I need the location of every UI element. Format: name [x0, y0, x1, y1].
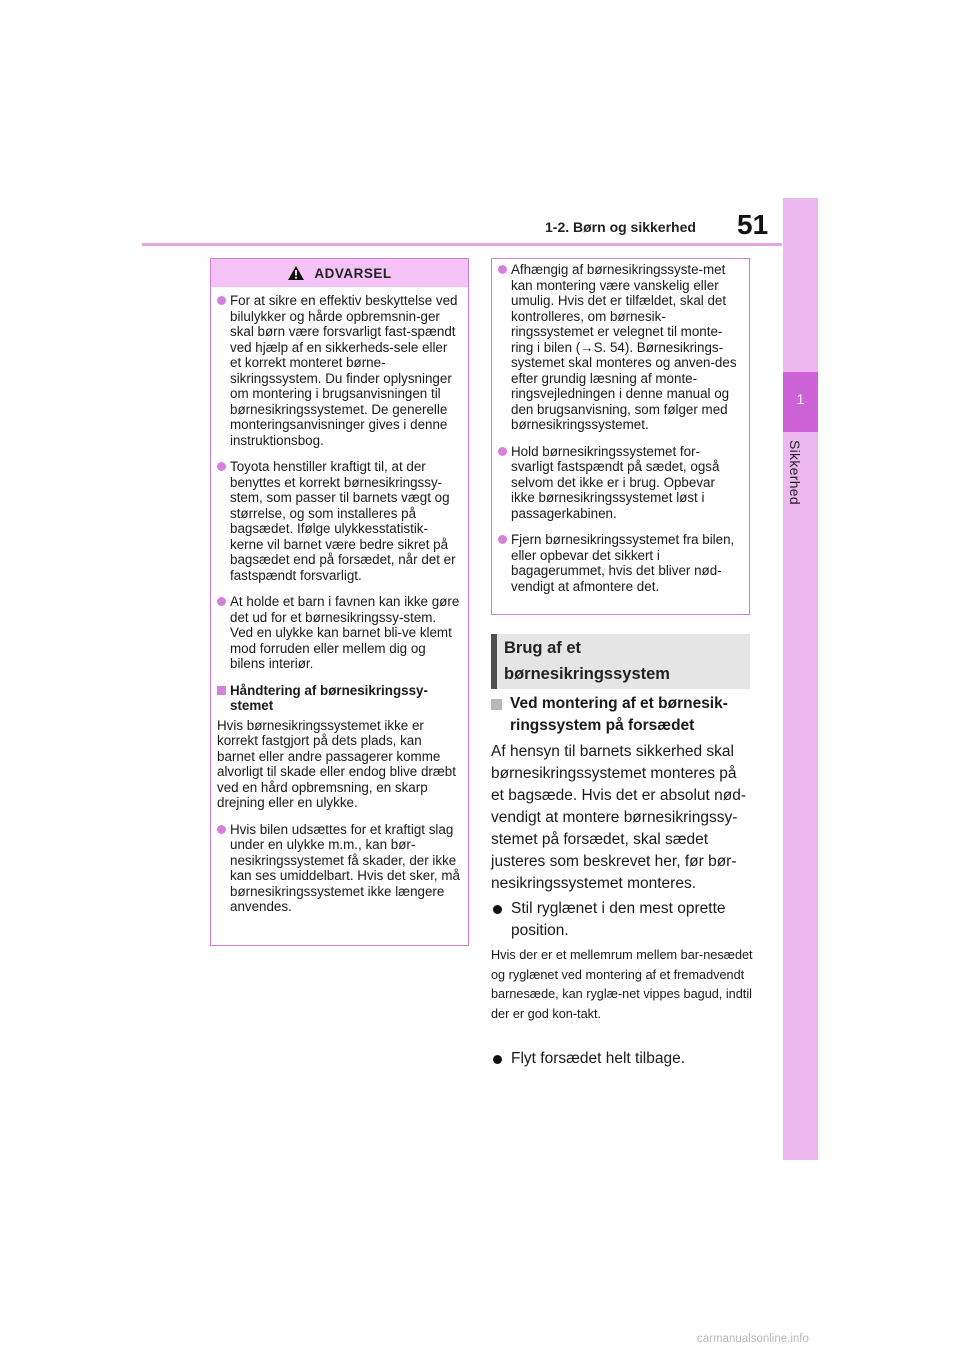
- warning-bullet: [498, 444, 741, 522]
- warning-bullet-text: At holde et barn i favnen kan ikke gøre det ud for et børnesikringssy-stem. Ved en ulykke kan barnet bli-ve klemt mod forruden eller mellem dig og bilens interiør.: [230, 594, 460, 671]
- bullet-dot-icon: [217, 296, 226, 305]
- warning-title: ADVARSEL: [314, 265, 392, 281]
- section-heading-bar: [491, 634, 497, 689]
- section-bullet: Stil ryglænet i den mest oprette position.: [491, 898, 753, 942]
- warning-bullet-text: Hvis bilen udsættes for et kraftigt slag under en ulykke m.m., kan bør-nesikringssystemet få skader, der ikke kan ses umiddelbart. Hvis det sker, må børnesikringssystemet ikke længere anvendes.: [230, 821, 460, 914]
- warning-bullet-text: Toyota henstiller kraftigt til, at der benyttes et korrekt børnesikringssy-stem, som passer til barnets vægt og størrelse, og som installeres på bagsædet. Ifølge ulykkesstatistik-kerne vil barnet være bedre sikret på bagsædet end på forsædet, når det er fastspændt forsvarligt.: [230, 459, 456, 583]
- warning-bullet-text: Fjern børnesikringssystemet fra bilen, eller opbevar det sikkert i bagagerummet, hvis det bliver nød-vendigt at afmontere det.: [511, 532, 735, 594]
- chapter-number: 1: [796, 391, 805, 407]
- warning-bullet-text: Afhængig af børnesikringssyste-met kan montering være vanskelig eller umulig. Hvis det er tilfældet, skal det kontrolleres, om børnesik-ringssystemet er velegnet til monte-ring i bilen (→S. 54). Børnesikrings-systemet skal monteres og anven-des efter grundig læsning af monte-ringsvejledningen i denne manual og den brugsanvisning, som følger med børnesikringssystemet.: [511, 262, 737, 432]
- section-note: Hvis der er et mellemrum mellem bar-nesædet og ryglænet ved montering af et fremadvendt barnesæde, kan ryglæ-net vippes bagud, indtil der er god kon-takt.: [491, 948, 753, 1021]
- warning-bullet: [498, 262, 741, 433]
- bullet-dot-icon: [493, 905, 502, 914]
- section-title: 1-2. Børn og sikkerhed: [545, 219, 696, 235]
- chapter-name: Sikkerhed: [787, 440, 803, 505]
- warning-bullet: [217, 293, 460, 448]
- section-subheading: Ved montering af et børnesik-ringssystem på forsædet: [491, 693, 753, 737]
- warning-header: [211, 259, 468, 287]
- bullet-dot-icon: [217, 462, 226, 471]
- square-bullet-icon: [217, 686, 226, 695]
- warning-box: [210, 258, 469, 946]
- bullet-dot-icon: [498, 447, 507, 456]
- warning-bullet-text: For at sikre en effektiv beskyttelse ved bilulykker og hårde opbremsnin-ger skal børn være forsvarligt fast-spændt ved hjælp af en sikkerheds-sele eller et korrekt monteret børne-sikringssystem. Du finder oplysninger om montering i brugsanvisningen til børnesikringssystemet. De generelle monteringsanvisninger gives i denne instruktionsbog.: [230, 293, 458, 448]
- warning-bullet-text: Hold børnesikringssystemet for-svarligt fastspændt på sædet, også selvom det ikke er i brug. Opbevar ikke børnesikringssystemet løst i passagerkabinen.: [511, 443, 720, 521]
- warning-bullet: [217, 459, 460, 583]
- warning-subheading: Håndtering af børnesikringssy-stemet: [217, 683, 460, 714]
- section-paragraph: Af hensyn til barnets sikkerhed skal børnesikringssystemet monteres på et bagsæde. Hvis det er absolut nød-vendigt at montere børnesikringssy-stemet på forsædet, skal sædet justeres som beskrevet her, før bør-nesikringssystemet monteres.: [491, 743, 747, 892]
- section-bullet: Flyt forsædet helt tilbage.: [491, 1048, 753, 1070]
- footer-watermark[interactable]: carmanualsonline.info: [697, 1333, 809, 1345]
- bullet-dot-icon: [217, 825, 226, 834]
- bullet-dot-icon: [493, 1055, 502, 1064]
- page-number: 51: [737, 209, 769, 240]
- bullet-dot-icon: [498, 265, 507, 274]
- square-bullet-icon: [491, 699, 502, 710]
- warning-box-continued: [491, 258, 750, 615]
- section-heading: Brug af et børnesikringssystem: [504, 639, 670, 683]
- warning-triangle-icon: [287, 265, 305, 281]
- warning-paragraph: Hvis børnesikringssystemet ikke er korrekt fastgjort på dets plads, kan barnet eller andre passagerer komme alvorligt til skade eller endog blive dræbt ved en hård opbremsning, en skarp drejning eller en ulykke.: [217, 717, 456, 810]
- warning-bullet: [498, 532, 741, 594]
- warning-bullet: [217, 594, 460, 672]
- header-rule: [142, 243, 782, 246]
- bullet-dot-icon: [217, 597, 226, 606]
- warning-bullet: [217, 822, 460, 915]
- chapter-side-tab: [783, 198, 818, 1160]
- bullet-dot-icon: [498, 535, 507, 544]
